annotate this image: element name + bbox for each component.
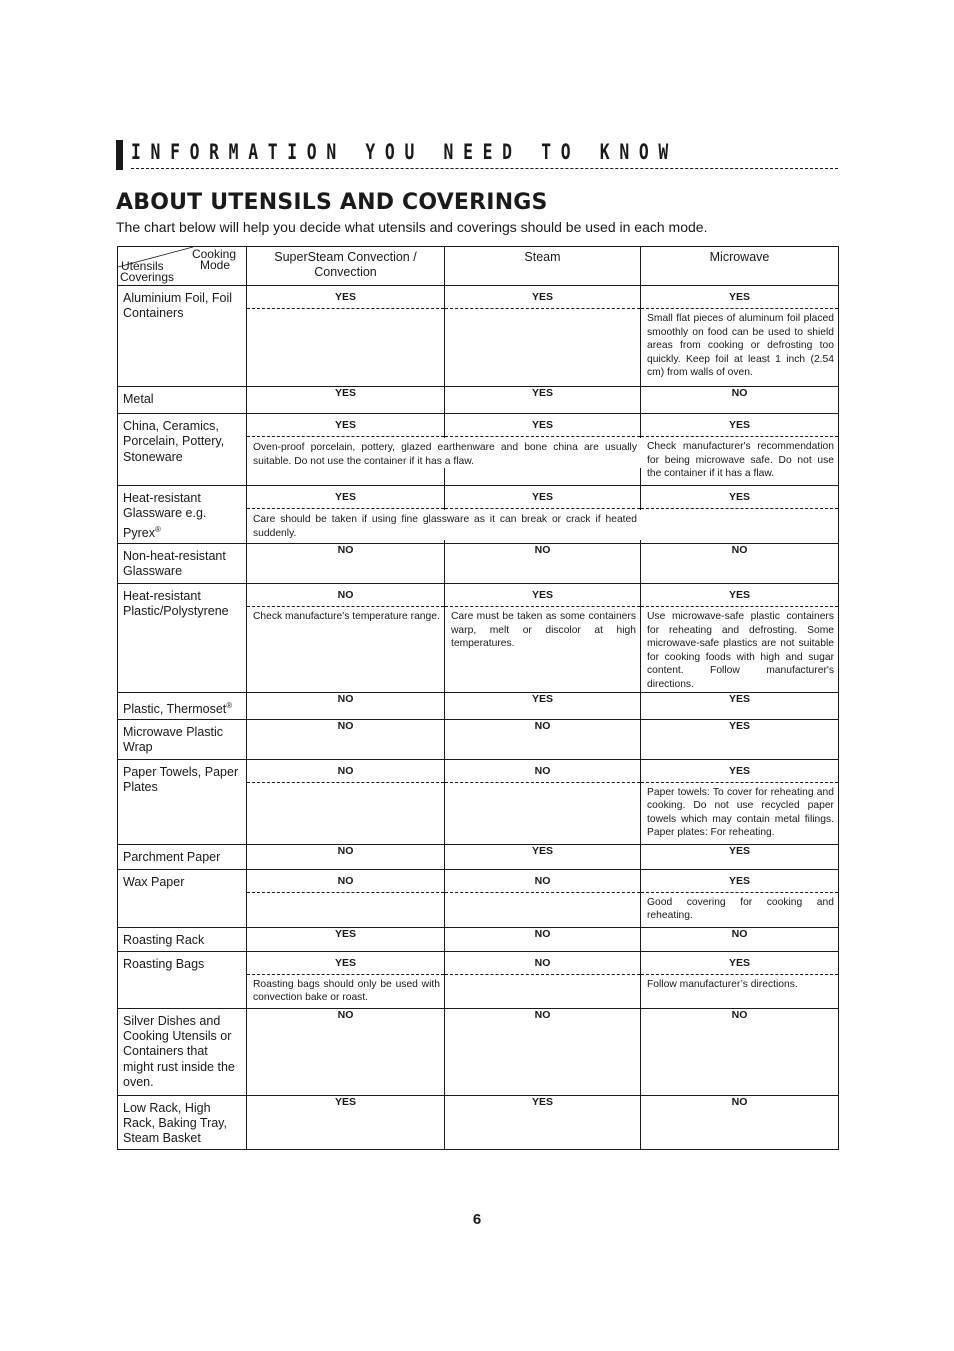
row-label — [118, 286, 246, 322]
value-cell-steam — [445, 759, 641, 844]
value-convection: NO — [337, 844, 354, 857]
value-microwave: YES — [641, 286, 838, 309]
table-row — [118, 759, 839, 844]
value-microwave: YES — [641, 952, 838, 975]
table-row — [118, 1008, 839, 1095]
row-label-cell — [118, 692, 247, 719]
shared-note: Care should be taken if using fine glassware as it can break or crack if heated suddenly. — [247, 510, 641, 540]
row-label — [118, 760, 246, 796]
value-microwave: YES — [641, 870, 838, 893]
value-convection: NO — [247, 870, 444, 893]
column-header-convection: SuperSteam Convection / Convection — [247, 247, 445, 286]
value-steam: NO — [445, 870, 640, 893]
note-microwave: Paper towels: To cover for reheating and cooking. Do not use recycled paper towels which may contain metal filings. Paper plates: For reheating. — [647, 786, 834, 839]
value-cell-microwave — [641, 1095, 839, 1149]
section-heading: INFORMATION YOU NEED TO KNOW — [131, 140, 678, 164]
value-cell-convection — [247, 544, 445, 584]
value-cell-microwave — [641, 544, 839, 584]
row-label — [118, 693, 246, 718]
value-cell-steam — [445, 869, 641, 927]
table-row — [118, 286, 839, 387]
row-label-text: Metal — [123, 392, 154, 406]
page-number: 6 — [472, 1211, 482, 1228]
value-steam: YES — [445, 286, 640, 309]
value-cell-steam — [445, 1008, 641, 1095]
value-cell-convection — [247, 387, 445, 414]
row-label — [118, 544, 246, 580]
value-convection: YES — [334, 927, 356, 940]
row-label-text: Silver Dishes and Cooking Utensils or Containers that might rust inside the oven. — [123, 1013, 235, 1090]
value-convection: YES — [247, 486, 444, 509]
row-label-text: China, Ceramics, Porcelain, Pottery, Stoneware — [123, 419, 225, 464]
row-label — [118, 1009, 246, 1091]
value-cell-convection — [247, 286, 445, 387]
value-microwave: NO — [731, 1008, 748, 1021]
value-cell-convection — [247, 869, 445, 927]
value-convection: NO — [337, 692, 354, 705]
value-cell-microwave — [641, 387, 839, 414]
value-cell-convection — [247, 951, 445, 1008]
value-cell-convection — [247, 927, 445, 951]
row-label-text: Wax Paper — [123, 874, 185, 889]
row-label — [118, 720, 246, 756]
value-cell-steam — [445, 719, 641, 759]
value-cell-steam — [445, 387, 641, 414]
row-label — [118, 414, 246, 465]
value-steam: YES — [445, 414, 640, 437]
shared-note: Oven-proof porcelain, pottery, glazed earthenware and bone china are usually suitable. Do not use the container if it has a flaw. — [247, 438, 641, 468]
value-microwave: YES — [641, 414, 838, 437]
row-label-cell — [118, 759, 247, 844]
value-steam: NO — [534, 927, 551, 940]
note-microwave: Check manufacturer's recommendation for being microwave safe. Do not use the container if it has a flaw. — [647, 441, 834, 480]
registered-mark: ® — [226, 700, 233, 710]
note-convection: Roasting bags should only be used with convection bake or roast. — [253, 978, 440, 1004]
value-convection: YES — [247, 952, 444, 975]
value-steam: YES — [531, 387, 553, 399]
value-cell-steam — [445, 584, 641, 693]
value-convection: NO — [337, 544, 354, 556]
section-divider — [131, 168, 838, 169]
value-microwave: NO — [731, 544, 748, 556]
page-title: ABOUT UTENSILS AND COVERINGS — [116, 190, 548, 215]
note-microwave: Small flat pieces of aluminum foil placed smoothly on food can be used to shield areas from cooking or defrosting too quickly. Keep foil at least 1 inch (2.54 cm) from walls of oven. — [647, 313, 834, 379]
row-label-cell — [118, 719, 247, 759]
table-row — [118, 692, 839, 719]
note-microwave: Follow manufacturer’s directions. — [647, 978, 798, 990]
value-cell-microwave — [641, 692, 839, 719]
value-microwave: YES — [728, 719, 750, 732]
row-label-text: Plastic, Thermoset — [123, 701, 227, 716]
value-microwave: NO — [731, 387, 748, 399]
table-header-row — [118, 247, 839, 286]
column-header-microwave: Microwave — [641, 247, 839, 286]
value-cell-steam — [445, 286, 641, 387]
corner-utensils: Utensils — [121, 259, 164, 273]
row-label-cell — [118, 387, 247, 414]
table-row — [118, 387, 839, 414]
page-subtitle: The chart below will help you decide what utensils and coverings should be used in each mode. — [116, 219, 708, 235]
corner-mode: Mode — [199, 258, 230, 272]
value-convection: YES — [247, 414, 444, 437]
table-row — [118, 869, 839, 927]
row-label-text: Non-heat-resistant Glassware — [123, 549, 226, 579]
value-cell-convection — [247, 719, 445, 759]
value-cell-convection — [247, 486, 637, 544]
value-convection: YES — [334, 1095, 356, 1108]
value-microwave: YES — [728, 692, 750, 705]
value-cell-microwave — [641, 759, 839, 844]
note-steam: Care must be taken as some containers warp, melt or discolor at high temperatures. — [451, 611, 636, 650]
value-cell-microwave — [641, 719, 839, 759]
row-label — [118, 928, 246, 948]
value-cell-steam — [445, 927, 641, 951]
note-microwave: Good covering for cooking and reheating. — [647, 896, 834, 922]
value-convection: NO — [247, 760, 444, 783]
table-row — [118, 719, 839, 759]
value-convection: NO — [247, 584, 444, 607]
row-label — [118, 952, 246, 972]
value-microwave: YES — [641, 760, 838, 783]
value-cell-microwave — [641, 869, 839, 927]
column-header-steam: Steam — [445, 247, 641, 286]
value-microwave: YES — [728, 844, 750, 857]
table-row — [118, 1095, 839, 1149]
row-label-cell — [118, 486, 247, 544]
value-microwave: YES — [641, 486, 838, 509]
value-cell-convection — [247, 759, 445, 844]
value-steam: YES — [531, 1095, 553, 1108]
row-label-cell — [118, 927, 247, 951]
value-steam: NO — [534, 544, 551, 556]
value-microwave: NO — [731, 1095, 748, 1108]
table-row — [118, 544, 839, 584]
value-cell-steam — [445, 951, 641, 1008]
row-label-cell — [118, 584, 247, 693]
row-label-cell — [118, 869, 247, 927]
value-cell-microwave — [641, 414, 839, 486]
row-label-text: Low Rack, High Rack, Baking Tray, Steam Basket — [123, 1100, 227, 1146]
row-label-cell — [118, 1008, 247, 1095]
value-cell-convection — [247, 1008, 445, 1095]
utensils-table — [117, 246, 839, 1150]
corner-cell — [118, 247, 247, 286]
row-label — [118, 584, 246, 620]
value-convection: YES — [247, 286, 444, 309]
value-cell-microwave — [641, 844, 839, 869]
value-cell-steam — [445, 544, 641, 584]
row-label-text: Heat-resistant Glassware e.g. Pyrex — [123, 491, 207, 540]
row-label-cell — [118, 951, 247, 1008]
row-label — [118, 845, 246, 865]
value-cell-convection — [247, 692, 445, 719]
value-convection: NO — [337, 719, 354, 732]
table-row — [118, 414, 839, 486]
value-steam: YES — [445, 486, 640, 509]
section-header — [116, 137, 838, 173]
row-label-cell — [118, 544, 247, 584]
row-label-cell — [118, 286, 247, 387]
value-microwave: NO — [731, 927, 748, 940]
value-cell-microwave — [641, 486, 839, 544]
corner-coverings: Coverings — [120, 270, 175, 284]
value-cell-microwave — [641, 286, 839, 387]
value-steam: NO — [534, 1008, 551, 1021]
row-label-text: Microwave Plastic Wrap — [123, 724, 224, 754]
row-label-cell — [118, 844, 247, 869]
row-label — [118, 387, 246, 407]
row-label — [118, 1096, 246, 1147]
value-steam: NO — [534, 719, 551, 732]
note-convection: Check manufacture's temperature range. — [253, 611, 440, 622]
value-cell-steam — [445, 1095, 641, 1149]
row-label-cell — [118, 414, 247, 486]
value-steam: YES — [445, 584, 640, 607]
value-convection: YES — [334, 387, 356, 399]
value-cell-microwave — [641, 1008, 839, 1095]
row-label-text: Heat-resistant Plastic/Polystyrene — [123, 589, 229, 619]
value-cell-steam — [445, 844, 641, 869]
value-microwave: YES — [641, 584, 838, 607]
value-cell-microwave — [641, 584, 839, 693]
value-steam: YES — [531, 692, 553, 705]
row-label — [118, 486, 246, 541]
value-cell-microwave — [641, 951, 839, 1008]
table-row — [118, 927, 839, 951]
row-label-text: Parchment Paper — [123, 849, 221, 864]
row-label-text: Roasting Rack — [123, 932, 205, 947]
table-row — [118, 486, 839, 544]
corner-cooking: Cooking — [191, 247, 236, 261]
value-cell-microwave — [641, 927, 839, 951]
value-cell-convection — [247, 1095, 445, 1149]
row-label-cell — [118, 1095, 247, 1149]
value-cell-convection — [247, 844, 445, 869]
table-row — [118, 844, 839, 869]
note-microwave: Use microwave-safe plastic containers for reheating and defrosting. Some microwave-safe plastics are not suitable for cooking foods with high and sugar content. Follow manufacturer's directions. — [647, 611, 834, 690]
value-steam: NO — [445, 760, 640, 783]
value-convection: NO — [337, 1008, 354, 1021]
value-cell-convection — [247, 584, 445, 693]
value-cell-convection — [247, 414, 637, 486]
table-row — [118, 951, 839, 1008]
value-steam: NO — [445, 952, 640, 975]
row-label-text: Roasting Bags — [123, 956, 205, 971]
row-label-text: Paper Towels, Paper Plates — [123, 764, 239, 794]
row-label — [118, 870, 246, 890]
value-steam: YES — [531, 844, 553, 857]
registered-mark: ® — [154, 524, 161, 534]
section-marker — [116, 140, 123, 170]
value-cell-steam — [445, 692, 641, 719]
row-label-text: Aluminium Foil, Foil Containers — [123, 291, 233, 321]
table-row — [118, 584, 839, 693]
